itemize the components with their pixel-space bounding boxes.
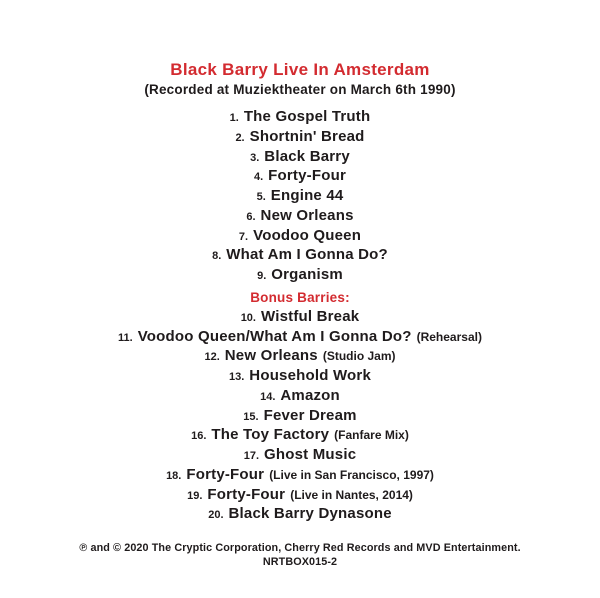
track-title: Amazon (280, 386, 340, 404)
track-row (0, 246, 600, 266)
track-title: Fever Dream (263, 406, 357, 424)
track-note: (Rehearsal) (416, 329, 482, 344)
catalog-number: NRTBOX015-2 (262, 556, 338, 568)
track-number: 9. (257, 270, 267, 282)
track-row (0, 167, 600, 187)
track-number: 14. (260, 390, 276, 403)
track-note: (Studio Jam) (322, 349, 396, 364)
track-row (0, 148, 600, 168)
track-title: Black Barry (264, 147, 350, 165)
track-number: 5. (256, 191, 266, 203)
track-number: 4. (253, 171, 264, 184)
track-note: (Fanfare Mix) (334, 428, 409, 443)
track-number: 11. (118, 331, 133, 344)
bonus-tracklist (0, 308, 600, 525)
track-number: 19. (187, 489, 203, 502)
track-row (0, 426, 600, 446)
track-number: 20. (208, 509, 224, 522)
track-row (0, 387, 600, 407)
album-title: Black Barry Live In Amsterdam (170, 60, 430, 79)
track-title: Ghost Music (264, 446, 357, 463)
track-note: (Live in Nantes, 2014) (290, 487, 413, 502)
track-row (0, 128, 600, 148)
track-row (0, 227, 600, 247)
track-title: Black Barry Dynasone (228, 505, 392, 523)
track-row (0, 505, 600, 525)
track-row (0, 347, 600, 367)
album-header (0, 60, 600, 99)
track-number: 18. (166, 469, 182, 482)
track-row (0, 367, 600, 387)
copyright-line: ℗ and © 2020 The Cryptic Corporation, Cherry Red Records and MVD Entertainment. (79, 542, 521, 554)
track-row (0, 446, 600, 466)
track-number: 3. (250, 151, 260, 164)
track-title: Voodoo Queen (253, 226, 362, 244)
track-number: 2. (235, 131, 245, 144)
track-title: Voodoo Queen/What Am I Gonna Do? (137, 327, 412, 345)
track-row (0, 407, 600, 427)
track-title: Shortnin' Bread (249, 127, 365, 145)
album-subtitle: (Recorded at Muziektheater on March 6th 1990) (144, 82, 456, 97)
track-title: Household Work (249, 367, 371, 384)
track-title: Wistful Break (260, 307, 360, 325)
track-row (0, 486, 600, 506)
track-number: 15. (243, 410, 259, 423)
track-title: Forty-Four (268, 167, 346, 185)
track-row (0, 308, 600, 328)
footer (0, 541, 600, 569)
track-title: The Gospel Truth (243, 108, 371, 125)
track-number: 1. (229, 112, 239, 124)
main-tracklist (0, 108, 600, 286)
track-number: 16. (191, 430, 207, 443)
track-title: Engine 44 (270, 187, 344, 204)
bonus-section (0, 289, 600, 525)
track-title: The Toy Factory (211, 426, 330, 444)
track-title: New Orleans (260, 206, 354, 224)
track-title: Forty-Four (207, 485, 286, 503)
track-number: 12. (204, 351, 220, 364)
track-row (0, 187, 600, 207)
track-title: Forty-Four (186, 465, 265, 483)
track-title: Organism (271, 266, 343, 283)
track-number: 17. (243, 450, 260, 462)
track-note: (Live in San Francisco, 1997) (269, 467, 434, 482)
track-title: New Orleans (224, 347, 318, 365)
track-number: 6. (246, 210, 256, 223)
track-title: What Am I Gonna Do? (226, 246, 388, 264)
track-row (0, 328, 600, 348)
track-row (0, 466, 600, 486)
track-number: 10. (240, 311, 256, 324)
track-row (0, 266, 600, 286)
track-row (0, 108, 600, 128)
track-number: 7. (238, 230, 249, 243)
bonus-header: Bonus Barries: (250, 290, 350, 305)
track-row (0, 207, 600, 227)
track-number: 13. (229, 371, 245, 383)
track-number: 8. (212, 250, 222, 263)
